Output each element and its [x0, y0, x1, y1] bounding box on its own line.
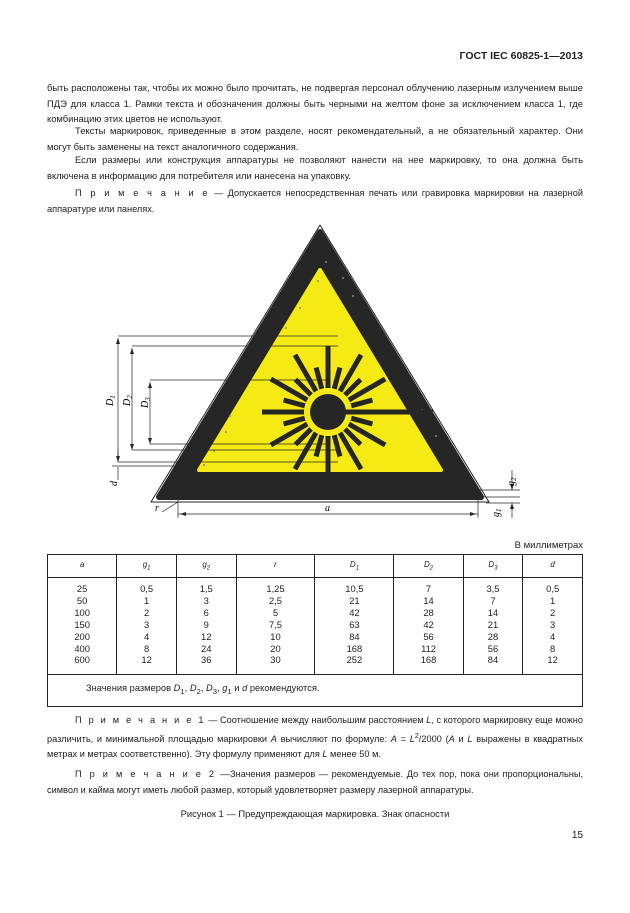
table-cell: 3,5 [486, 583, 500, 594]
paragraph-3: Если размеры или конструкция аппаратуры не позволяют нанести на нее маркировку, то она должна быть включена в информацию для потребителя или нанесена на упаковку. [47, 154, 583, 181]
table-cell: 3 [143, 618, 150, 630]
table-cell: 1 [143, 594, 150, 606]
table-cell: 200 [74, 630, 90, 642]
table-cell: 0,5 [546, 583, 560, 594]
table-cell: 0,5 [140, 583, 154, 594]
table-cell: 8 [143, 642, 150, 654]
table-cell: 150 [74, 618, 90, 630]
table-cell: 9 [203, 618, 209, 630]
column-header: $D_2$ [394, 555, 463, 578]
table-cell: 6 [203, 606, 209, 618]
column-header: $g_2$ [176, 555, 236, 578]
table-cell: 10 [270, 630, 281, 642]
table-cell: 25 [76, 583, 88, 594]
page-number: 15 [571, 830, 583, 841]
table-column-values [176, 578, 236, 675]
standard-header: ГОСТ IEC 60825-1—2013 [459, 50, 583, 62]
table-cell: 1 [550, 594, 556, 606]
note-1: П р и м е ч а н и е 1 — Соотношение между наибольшим расстоянием L, с которого маркировку еще можно различить, и минимальной площадью маркировки A вычисляют по формуле: $A = L^2/2000$ (A и L выражены в квадратных метрах и метрах соответственно). Эту формулу применяют для L менее 50 м. [47, 715, 583, 760]
column-header: $D_1$ [315, 555, 394, 578]
table-cell: 12 [141, 654, 152, 666]
table-cell: 4 [143, 630, 150, 642]
table-cell: 56 [423, 630, 434, 642]
table-cell: 4 [550, 630, 556, 642]
table-cell: 28 [487, 630, 499, 642]
table-cell: 12 [200, 630, 212, 642]
table-values-row [48, 578, 583, 675]
table-cell: 50 [76, 594, 88, 606]
table-cell: 21 [349, 594, 360, 606]
note-label: П р и м е ч а н и е [75, 188, 210, 198]
table-cell: 21 [487, 618, 499, 630]
table-cell: 168 [346, 642, 363, 654]
paragraph-2: Тексты маркировок, приведенные в этом разделе, носят рекомендательный, а не обязательный характер. Они могут быть заменены на текст аналогичного содержания. [47, 125, 583, 152]
dim-label-d2: $D_2$ [122, 395, 134, 406]
table-cell: 14 [487, 606, 499, 618]
table-cell: 14 [423, 594, 434, 606]
table-cell: 84 [487, 654, 499, 666]
table-cell: 7,5 [268, 618, 282, 630]
dim-label-g1: $g_1$ [491, 508, 503, 517]
table-cell: 252 [346, 654, 363, 666]
dim-label-r: r [155, 503, 159, 514]
table-column-values [48, 578, 117, 675]
dimensions-table [47, 554, 583, 707]
laser-warning-sign-figure [0, 220, 630, 530]
table-cell: 24 [200, 642, 212, 654]
table-cell: 42 [349, 606, 360, 618]
table-cell: 7 [490, 594, 496, 606]
table-cell: 7 [425, 583, 432, 594]
dim-label-d3: $D_3$ [140, 397, 152, 408]
table-header-row [48, 555, 583, 578]
dim-label-d1: $D_1$ [105, 395, 117, 406]
column-header: d [523, 555, 583, 578]
table-cell: 100 [74, 606, 90, 618]
table-column-values [117, 578, 177, 675]
table-column-values [236, 578, 315, 675]
table-cell: 10,5 [345, 583, 364, 594]
paragraph-1: быть расположены так, чтобы их можно было прочитать, не подвергая персонал облучению лазерным излучением выше ПДЭ для класса 1. Рамки текста и обозначения должны быть черными на желтом фоне за исключением класса 1, где комбинацию этих цветов не используют. [47, 82, 583, 124]
table-cell: 30 [270, 654, 281, 666]
table-cell: 600 [74, 654, 90, 666]
table-cell: 1,25 [266, 583, 285, 594]
table-cell: 3 [203, 594, 209, 606]
table-cell: 3 [550, 618, 556, 630]
note-text: — Допускается непосредственная печать или гравировка маркировки на лазерной аппаратуре или панелях. [47, 188, 583, 214]
table-cell: 28 [423, 606, 434, 618]
note-top [47, 186, 583, 217]
table-cell: 2 [143, 606, 150, 618]
figure-caption: Рисунок 1 — Предупреждающая маркировка. Знак опасности [180, 808, 450, 819]
dim-label-a: a [325, 503, 330, 514]
table-cell: 42 [423, 618, 434, 630]
table-cell: 8 [550, 642, 556, 654]
table-cell: 56 [487, 642, 499, 654]
table-cell: 2,5 [268, 594, 282, 606]
table-column-values [523, 578, 583, 675]
table-cell: 400 [74, 642, 90, 654]
table-recommendation-row [48, 675, 583, 707]
table-cell: 20 [270, 642, 281, 654]
table-cell: 168 [420, 654, 437, 666]
table-cell: 2 [550, 606, 556, 618]
recommendation-cell: Значения размеров $D_1$, $D_2$, $D_3$, $g_1$ и d рекомендуются. [48, 675, 583, 707]
table-column-values [463, 578, 523, 675]
table-cell: 12 [547, 654, 558, 666]
table-cell: 112 [421, 642, 437, 654]
note-2: П р и м е ч а н и е 2 ––Значения размеров — рекомендуемые. До тех пор, пока они пропорциональны, символ и кайма могут иметь любой размер, который удовлетворяет размеру лазерной аппаратуры. [47, 769, 583, 795]
dim-label-g2: $g_2$ [506, 477, 518, 486]
units-label: В миллиметрах [514, 540, 583, 551]
table-cell: 63 [349, 618, 360, 630]
column-header: a [48, 555, 117, 578]
table-column-values [394, 578, 463, 675]
column-header: $g_1$ [117, 555, 177, 578]
table-column-values [315, 578, 394, 675]
table-cell: 36 [200, 654, 212, 666]
column-header: $D_3$ [463, 555, 523, 578]
table-cell: 5 [272, 606, 279, 618]
column-header: r [236, 555, 315, 578]
dim-label-d: d [109, 481, 120, 486]
table-cell: 84 [349, 630, 360, 642]
table-cell: 1,5 [199, 583, 213, 594]
